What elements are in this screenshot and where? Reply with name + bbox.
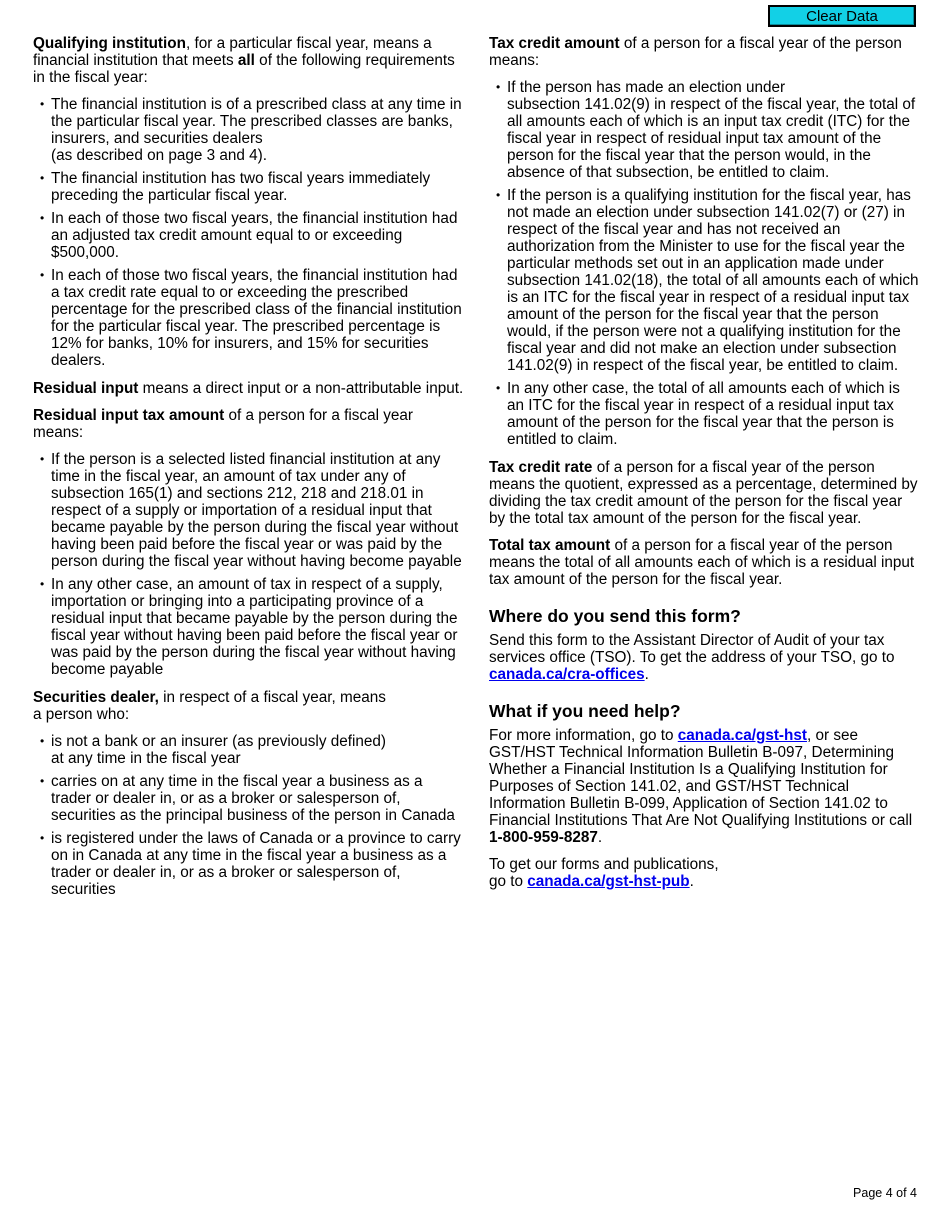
bullet-icon: • [40, 831, 45, 845]
left-column [33, 35, 465, 909]
forms-publications-text [489, 856, 919, 890]
text: . [597, 829, 603, 846]
text: means a direct input or a non-attributable input. [138, 380, 464, 397]
text: If the person is a selected listed financial institution at any time in the fiscal year, an amount of tax under any of subsection 165(1) and sections 212, 218 and 218.01 in respect of a supply or importation of a residual input that became payable by the person during the fiscal year without having been paid before the fiscal year or was paid by the person during the fiscal year without having become payable [51, 451, 462, 570]
bullet-icon: • [40, 734, 45, 748]
total-tax-amount-definition [489, 537, 919, 588]
list-item [33, 451, 465, 570]
text: In any other case, the total of all amounts each of which is an ITC for the fiscal year in respect of a residual input tax amount of the person for the fiscal year that the person is entitled to claim. [507, 380, 900, 448]
text: of a person for a fiscal year means: [33, 407, 413, 441]
tax-credit-amount-list [489, 79, 919, 448]
list-item [33, 170, 465, 204]
clear-data-button[interactable]: Clear Data [768, 5, 916, 27]
bold-term: all [237, 52, 255, 69]
link[interactable]: canada.ca/gst-hst [677, 727, 807, 744]
text: If the person has made an election under [507, 79, 786, 96]
text: . [689, 873, 694, 890]
list-item [33, 576, 465, 678]
text: at any time in the fiscal year [51, 750, 241, 767]
bold-term: Tax credit rate [489, 459, 593, 476]
text: . [644, 666, 649, 683]
list-item [33, 830, 465, 898]
bold-term: Tax credit amount [489, 35, 620, 52]
text: The financial institution is of a prescribed class at any time in the particular fiscal year. The prescribed classes are banks, insurers, and securities dealers [51, 96, 462, 147]
where-to-send-text [489, 632, 919, 683]
bold-term: 1-800-959-8287 [489, 829, 598, 846]
bullet-icon: • [496, 80, 501, 94]
text: To get our forms and publications, [489, 856, 719, 873]
bullet-icon: • [40, 577, 45, 591]
text: is registered under the laws of Canada or a province to carry on in Canada at any time in the fiscal year a business as a trader or dealer in, or as a broker or salesperson of, securities [51, 830, 461, 898]
list-item [33, 96, 465, 164]
qualifying-institution-definition [33, 35, 465, 86]
text: carries on at any time in the fiscal year a business as a trader or dealer in, or as a broker or salesperson of, securities as the principal business of the person in Canada [51, 773, 455, 824]
list-item [33, 210, 465, 261]
list-item [489, 380, 919, 448]
securities-dealer-definition [33, 689, 465, 723]
bullet-icon: • [40, 774, 45, 788]
link[interactable]: canada.ca/gst-hst-pub [527, 873, 690, 890]
text: of a person for a fiscal year of the person means the quotient, expressed as a percentage, determined by dividing the tax credit amount of the person for the fiscal year by the total tax amount of the person for the fiscal year. [489, 459, 918, 527]
text: For more information, go to [489, 727, 678, 744]
residual-input-definition [33, 380, 465, 397]
text: In any other case, an amount of tax in respect of a supply, importation or bringing into a participating province of a residual input that became payable by the person during the fiscal year without having been paid before the fiscal year or was paid by the person during the fiscal year without having become payable [51, 576, 458, 678]
bullet-icon: • [40, 171, 45, 185]
text: go to [489, 873, 528, 890]
link[interactable]: canada.ca/cra-offices [489, 666, 645, 683]
text: (as described on page 3 and 4). [51, 147, 268, 164]
qualifying-institution-requirements [33, 96, 465, 369]
text: Send this form to the Assistant Director of Audit of your tax services office (TSO). To get the address of your TSO, go to [489, 632, 895, 666]
text: is not a bank or an insurer (as previously defined) [51, 733, 387, 750]
bold-term: Residual input [33, 380, 139, 397]
residual-input-tax-amount-definition [33, 407, 465, 441]
bullet-icon: • [496, 188, 501, 202]
residual-input-tax-amount-list [33, 451, 465, 678]
list-item [489, 79, 919, 181]
bold-term: Residual input tax amount [33, 407, 225, 424]
text: , for a particular fiscal year, means a financial institution that meets [33, 35, 432, 69]
text: , or see GST/HST Technical Information Bulletin B-097, Determining Whether a Financial Institution Is a Qualifying Institution for Purposes of Section 141.02, and GST/HST Technical Information Bulletin B-099, Application of Section 141.02 to Financial Institutions That Are Not Qualifying Institutions or call [489, 727, 913, 829]
tax-credit-amount-definition [489, 35, 919, 69]
list-item [33, 733, 465, 767]
bullet-icon: • [40, 452, 45, 466]
text: of a person for a fiscal year of the person means: [489, 35, 902, 69]
text: a person who: [33, 706, 130, 723]
text: If the person is a qualifying institution for the fiscal year, has not made an election under subsection 141.02(7) or (27) in respect of the fiscal year and has not received an authorization from the Minister to use for the fiscal year the particular methods set out in an application made under subsection 141.02(18), the total of all amounts each of which is an ITC for the fiscal year in respect of a residual input tax amount of the person for the fiscal year that the person would, if the person were not a qualifying institution for the fiscal year and did not make an election under subsection 141.02(9) in respect of the fiscal year, be entitled to claim. [507, 187, 919, 374]
text: in respect of a fiscal year, means [158, 689, 386, 706]
list-item [33, 267, 465, 369]
need-help-heading: What if you need help? [489, 701, 681, 721]
page-number: Page 4 of 4 [853, 1186, 917, 1200]
list-item [33, 773, 465, 824]
tax-credit-rate-definition [489, 459, 919, 527]
text: In each of those two fiscal years, the financial institution had a tax credit rate equal to or exceeding the prescribed percentage for the prescribed class of the financial institution for the particular fiscal year. The prescribed percentage is 12% for banks, 10% for insurers, and 15% for securities dealers. [51, 267, 462, 369]
bullet-icon: • [40, 97, 45, 111]
bold-term: Total tax amount [489, 537, 611, 554]
securities-dealer-list [33, 733, 465, 898]
bullet-icon: • [496, 381, 501, 395]
text: of the following requirements in the fiscal year: [33, 52, 455, 86]
text: In each of those two fiscal years, the financial institution had an adjusted tax credit amount equal to or exceeding $500,000. [51, 210, 458, 261]
text: of a person for a fiscal year of the person means the total of all amounts each of which is a residual input tax amount of the person for the fiscal year. [489, 537, 915, 588]
bold-term: Securities dealer, [33, 689, 159, 706]
text: subsection 141.02(9) in respect of the fiscal year, the total of all amounts each of which is an input tax credit (ITC) for the fiscal year in respect of residual input tax amount of the person for the fiscal year that the person would, in the absence of that subsection, be entitled to claim. [507, 96, 916, 181]
need-help-text [489, 727, 919, 846]
list-item [489, 187, 919, 374]
text: The financial institution has two fiscal years immediately preceding the particular fiscal year. [51, 170, 431, 204]
bullet-icon: • [40, 211, 45, 225]
right-column [489, 35, 919, 900]
bold-term: Qualifying institution [33, 35, 186, 52]
where-to-send-heading: Where do you send this form? [489, 606, 741, 626]
bullet-icon: • [40, 268, 45, 282]
